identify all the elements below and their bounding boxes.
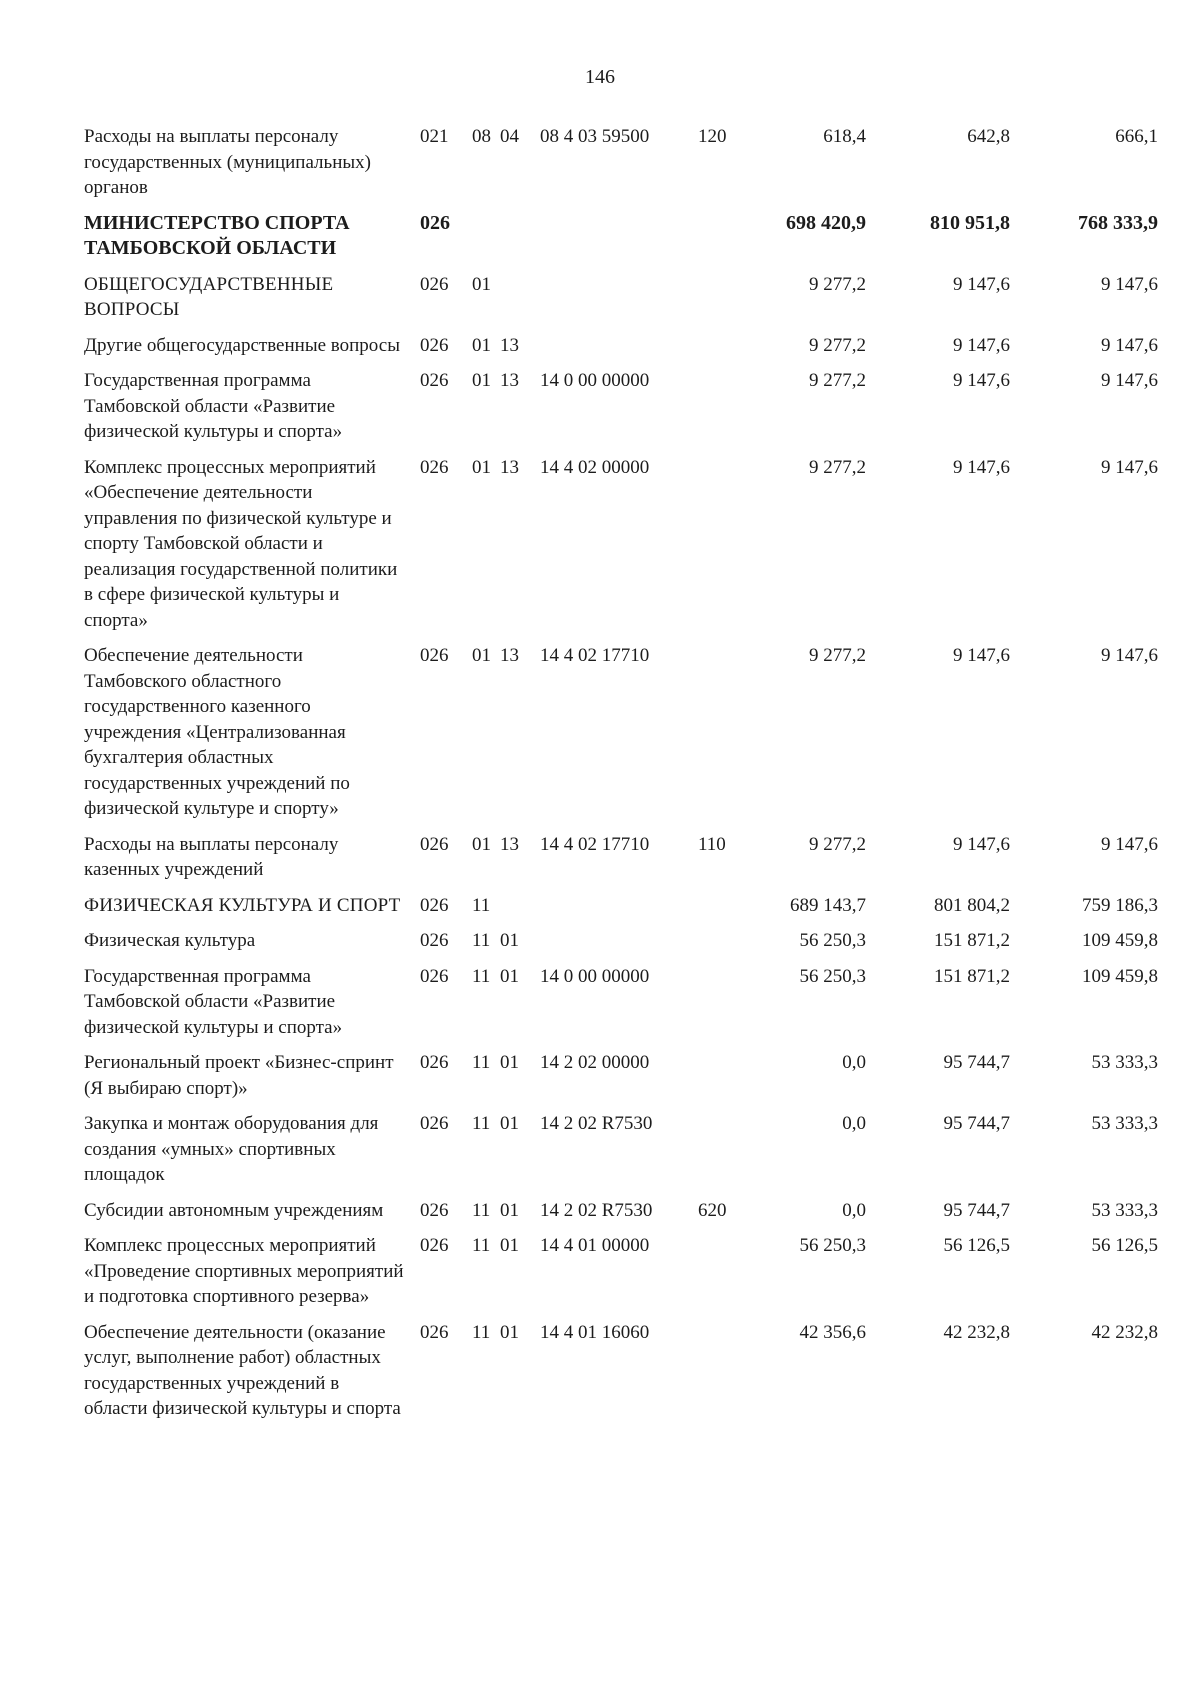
row-amount-2: 9 147,6 [953,833,1010,855]
row-amount-2: 801 804,2 [934,894,1010,916]
row-amount-1: 618,4 [823,126,866,147]
row-name: Комплекс процессных мероприятий «Обеспечение деятельности управления по физической культуре и спорту Тамбовской области и реализация государственной политики в сфере физической культуры и спорта» [84,456,398,631]
row-amount-2: 42 232,8 [943,1321,1010,1343]
row-name: Государственная программа Тамбовской области «Развитие физической культуры и спорта» [84,370,343,442]
row-amount-1: 56 250,3 [799,930,866,951]
row-amount-2: 642,8 [967,126,1010,147]
row-target-code: 14 4 01 16060 [540,1321,650,1343]
row-amount-2: 9 147,6 [953,645,1010,666]
row-amount-2: 95 744,7 [943,1052,1010,1073]
row-admin-code: 026 [420,334,449,356]
row-name: Региональный проект «Бизнес-спринт (Я выбираю спорт)» [84,1052,394,1099]
table-row [84,333,1164,369]
row-admin-code: 026 [420,1052,449,1073]
row-amount-2: 151 871,2 [934,965,1010,987]
row-amount-1: 0,0 [842,1113,866,1134]
row-amount-1: 9 277,2 [809,370,866,391]
row-amount-1: 9 277,2 [809,334,866,356]
row-section-code: 11 [472,1321,491,1343]
row-expense-type: 110 [698,833,726,855]
row-name: Обеспечение деятельности (оказание услуг, выполнение работ) областных государственных учреждений в области физической культуры и спорта [84,1321,401,1419]
row-amount-3: 109 459,8 [1082,965,1158,987]
row-amount-1: 689 143,7 [790,894,866,916]
row-target-code: 14 4 01 00000 [540,1235,650,1256]
row-amount-1: 698 420,9 [786,211,866,234]
row-name: Обеспечение деятельности Тамбовского областного государственного казенного учреждения «Централизованная бухгалтерия областных государственных учреждений по физической культуре и спорту» [84,645,350,819]
row-target-code: 14 4 02 00000 [540,456,650,478]
row-section-code: 01 [472,273,491,295]
row-admin-code: 026 [420,456,449,478]
row-section-code: 01 [472,833,491,855]
table-row [84,368,1164,455]
row-subsection-code: 04 [500,126,519,147]
table-row [84,1111,1164,1198]
table-row-section [84,272,1164,333]
row-amount-1: 9 277,2 [809,456,866,478]
table-row [84,455,1164,644]
row-amount-1: 9 277,2 [809,645,866,666]
row-name: ФИЗИЧЕСКАЯ КУЛЬТУРА И СПОРТ [84,894,401,916]
row-name: Субсидии автономным учреждениям [84,1199,384,1221]
row-target-code: 14 0 00 00000 [540,965,650,987]
row-target-code: 14 2 02 00000 [540,1052,650,1073]
row-amount-1: 0,0 [842,1199,866,1221]
row-amount-2: 810 951,8 [930,211,1010,234]
row-subsection-code: 01 [500,1113,519,1134]
table-row [84,643,1164,832]
row-expense-type: 120 [698,126,727,147]
row-amount-1: 42 356,6 [799,1321,866,1343]
row-name: Расходы на выплаты персоналу казенных учреждений [84,833,339,880]
row-amount-2: 95 744,7 [943,1199,1010,1221]
row-amount-3: 9 147,6 [1101,273,1158,295]
table-row-section [84,893,1164,929]
row-amount-2: 9 147,6 [953,370,1010,391]
row-admin-code: 026 [420,833,449,855]
row-amount-3: 666,1 [1115,126,1158,147]
row-section-code: 11 [472,1199,491,1221]
budget-table [84,124,1164,1432]
row-admin-code: 026 [420,965,449,987]
row-subsection-code: 01 [500,930,519,951]
row-subsection-code: 01 [500,1052,519,1073]
row-subsection-code: 13 [500,833,519,855]
row-section-code: 01 [472,645,491,666]
row-subsection-code: 13 [500,456,519,478]
row-section-code: 11 [472,965,491,987]
row-name: Закупка и монтаж оборудования для создания «умных» спортивных площадок [84,1113,379,1185]
row-target-code: 14 2 02 R7530 [540,1199,653,1221]
table-row [84,1050,1164,1111]
row-name: Расходы на выплаты персоналу государственных (муниципальных) органов [84,126,371,198]
row-name: ОБЩЕГОСУДАРСТВЕННЫЕ ВОПРОСЫ [84,273,334,320]
table-row-ministry [84,211,1164,272]
row-amount-3: 42 232,8 [1091,1321,1158,1343]
row-amount-2: 9 147,6 [953,334,1010,356]
row-amount-2: 151 871,2 [934,930,1010,951]
row-amount-3: 9 147,6 [1101,370,1158,391]
row-target-code: 14 4 02 17710 [540,645,650,666]
row-admin-code: 021 [420,126,449,147]
row-subsection-code: 13 [500,370,519,391]
row-section-code: 01 [472,456,491,478]
row-admin-code: 026 [420,1199,449,1221]
row-name: Комплекс процессных мероприятий «Проведение спортивных мероприятий и подготовка спортивного резерва» [84,1235,404,1307]
row-amount-3: 9 147,6 [1101,645,1158,666]
row-admin-code: 026 [420,1321,449,1343]
row-admin-code: 026 [420,211,450,234]
row-admin-code: 026 [420,1113,449,1134]
row-amount-3: 9 147,6 [1101,456,1158,478]
table-row [84,1198,1164,1234]
row-subsection-code: 13 [500,334,519,356]
row-amount-2: 9 147,6 [953,273,1010,295]
row-name: МИНИСТЕРСТВО СПОРТА ТАМБОВСКОЙ ОБЛАСТИ [84,211,350,259]
row-amount-3: 768 333,9 [1078,211,1158,234]
row-name: Физическая культура [84,930,256,951]
row-admin-code: 026 [420,894,449,916]
row-name: Другие общегосударственные вопросы [84,334,400,356]
row-amount-3: 9 147,6 [1101,833,1158,855]
row-subsection-code: 01 [500,965,519,987]
row-subsection-code: 01 [500,1235,519,1256]
row-section-code: 11 [472,1113,491,1134]
row-amount-1: 9 277,2 [809,833,866,855]
row-section-code: 11 [472,1235,491,1256]
row-amount-3: 759 186,3 [1082,894,1158,916]
row-section-code: 01 [472,370,491,391]
row-section-code: 11 [472,1052,491,1073]
row-section-code: 11 [472,930,491,951]
row-amount-3: 109 459,8 [1082,930,1158,951]
row-amount-3: 53 333,3 [1091,1052,1158,1073]
row-admin-code: 026 [420,930,449,951]
row-subsection-code: 13 [500,645,519,666]
table-row [84,1233,1164,1320]
table-row [84,964,1164,1051]
row-section-code: 01 [472,334,491,356]
row-name: Государственная программа Тамбовской области «Развитие физической культуры и спорта» [84,965,343,1038]
row-amount-2: 56 126,5 [943,1235,1010,1256]
row-amount-2: 95 744,7 [943,1113,1010,1134]
row-target-code: 14 0 00 00000 [540,370,650,391]
table-row [84,928,1164,964]
row-subsection-code: 01 [500,1321,519,1343]
table-row [84,832,1164,893]
row-target-code: 08 4 03 59500 [540,126,650,147]
row-admin-code: 026 [420,273,449,295]
row-target-code: 14 2 02 R7530 [540,1113,653,1134]
row-amount-3: 53 333,3 [1091,1113,1158,1134]
row-amount-2: 9 147,6 [953,456,1010,478]
row-target-code: 14 4 02 17710 [540,833,650,855]
row-amount-3: 9 147,6 [1101,334,1158,356]
row-admin-code: 026 [420,645,449,666]
row-expense-type: 620 [698,1199,727,1221]
row-amount-1: 0,0 [842,1052,866,1073]
row-subsection-code: 01 [500,1199,519,1221]
row-admin-code: 026 [420,370,449,391]
row-amount-1: 56 250,3 [799,965,866,987]
row-section-code: 08 [472,126,491,147]
row-amount-3: 53 333,3 [1091,1199,1158,1221]
table-row [84,1320,1164,1432]
row-amount-1: 56 250,3 [799,1235,866,1256]
row-section-code: 11 [472,894,491,916]
row-admin-code: 026 [420,1235,449,1256]
row-amount-3: 56 126,5 [1091,1235,1158,1256]
table-row [84,124,1164,211]
row-amount-1: 9 277,2 [809,273,866,295]
page-number: 146 [585,66,615,88]
